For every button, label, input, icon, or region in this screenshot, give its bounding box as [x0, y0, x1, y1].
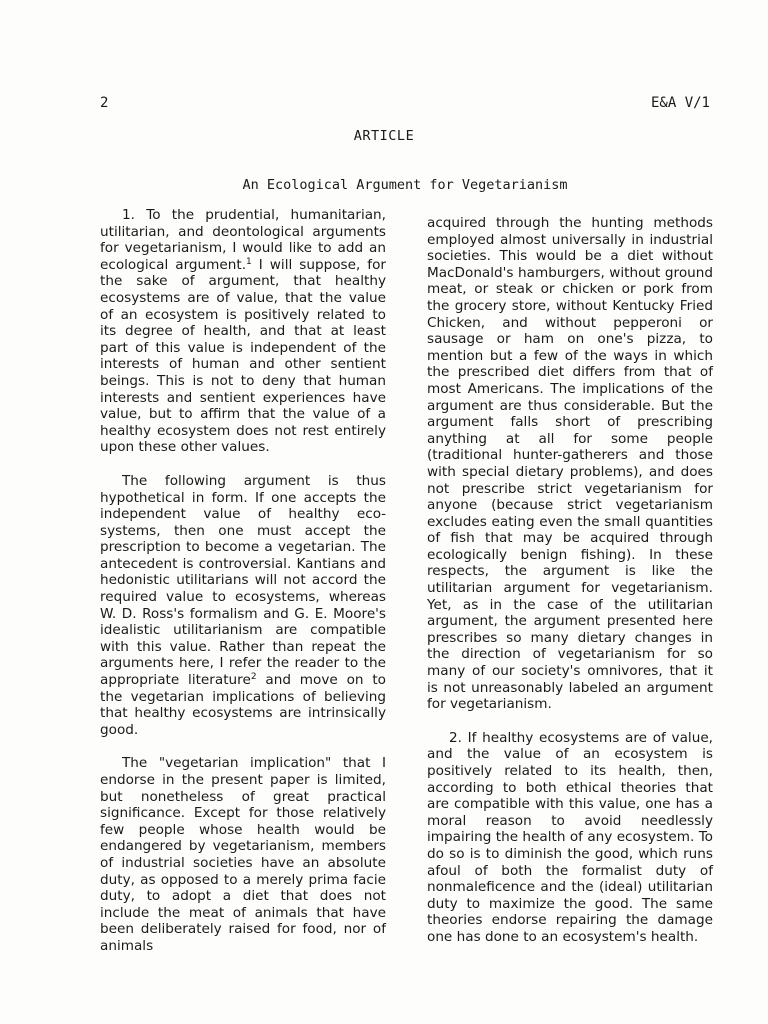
footnote-marker-1: 1: [246, 256, 252, 267]
page-number: 2: [100, 95, 109, 111]
section-label: ARTICLE: [353, 128, 415, 144]
left-column: [100, 207, 386, 972]
footnote-marker-2: 2: [250, 672, 257, 683]
paragraph-2: [100, 473, 386, 739]
paragraph-4: 2. If healthy ecosystems are of value, and the value of an ecosystem is positively related to its health, then, according to both ethical theories that are compatible with this value, one has a moral reason to avoid needlessly impairing the health of any ecosystem. To do so is to diminish the good, which runs afoul of both the formalist duty of nonmaleficence and the (ideal) utilitarian duty to maximize the good. The same theories endorse repairing the damage one has done to an ecosystem's health.: [427, 729, 713, 945]
paragraph-2-text-b: and move on to the vegetarian implications of believing that healthy ecosystems are intrinsically good.: [100, 672, 386, 738]
right-column: [427, 215, 713, 963]
paragraph-3-continued: acquired through the hunting methods employed almost universally in industrial societies. This would be a diet without MacDonald's hamburgers, without ground meat, or steak or chicken or pork from the grocery store, without Kentucky Fried Chicken, and without pepperoni or sausage or ham on one's pizza, to mention but a few of the ways in which the prescribed diet differs from that of most Americans. The implications of the argument are thus considerable. But the argument falls short of prescribing anything at all for some people (traditional hunter-gatherers and those with special dietary problems), and does not prescribe strict vegetarianism for anyone (because strict vegetarianism excludes eating even the small quantities of fish that may be acquired through ecologically benign fishing). In these respects, the argument is like the utilitarian argument for vegetarianism. Yet, as in the case of the utilitarian argument, the argument presented here prescribes so many dietary changes in the direction of vegetarianism for so many of our society's omnivores, that it is not unreasonably labeled an argument for vegetarianism.: [427, 215, 713, 713]
paragraph-1: [100, 207, 386, 456]
journal-reference: E&A V/1: [650, 95, 710, 111]
running-head: [100, 95, 710, 115]
article-title: An Ecological Argument for Vegetarianism: [242, 177, 568, 193]
paragraph-1-text-a: 1. To the prudential, humanitarian, utilitarian, and deontological arguments for vegetarianism, I would like to add an ecological argument.: [100, 207, 386, 273]
paragraph-1-text-b: I will suppose, for the sake of argument, that healthy ecosystems are of value, that the value of an ecosystem is positively related to its degree of health, and that at least part of this value is independent of the interests of human and other sentient beings. This is not to deny that human interests and sentient experiences have value, but to affirm that the value of a healthy ecosystem does not rest entirely upon these other values.: [100, 256, 386, 456]
paragraph-2-text-a: The following argument is thus hypothetical in form. If one accepts the independent value of healthy ecosystems, then one must accept the prescription to become a vegetarian. The antecedent is controversial. Kantians and hedonistic utilitarians will not accord the required value to ecosystems, whereas W. D. Ross's formalism and G. E. Moore's idealistic utilitarianism are compatible with this value. Rather than repeat the arguments here, I refer the reader to the appropriate literature: [100, 472, 386, 689]
paragraph-3: The "vegetarian implication" that I endorse in the present paper is limited, but nonetheless of great practical significance. Except for those relatively few people whose health would be endangered by vegetarianism, members of industrial societies have an absolute duty, as opposed to a merely prima facie duty, to adopt a diet that does not include the meat of animals that have been deliberately raised for food, nor of animals: [100, 755, 386, 954]
